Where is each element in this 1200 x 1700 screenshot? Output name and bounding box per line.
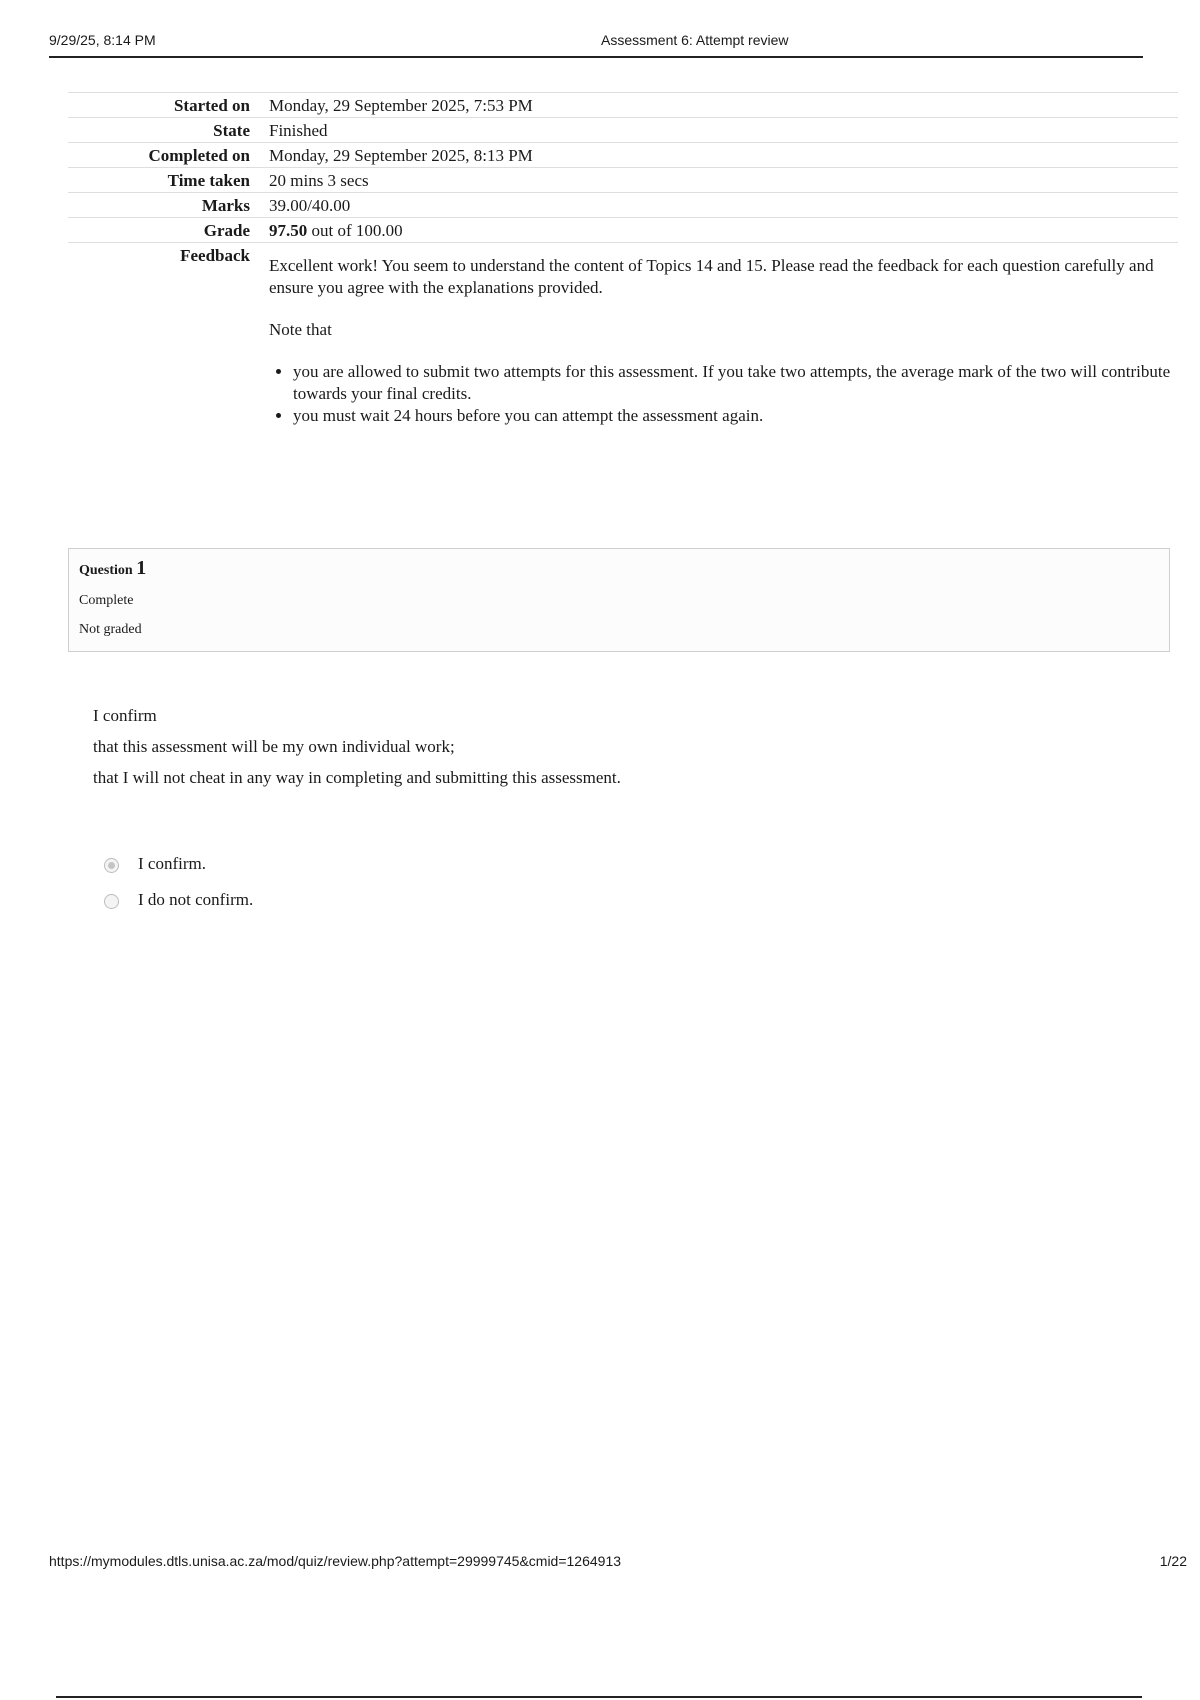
print-header [49,32,1143,58]
attempt-summary-table [68,92,1178,428]
question-text-line: I confirm [93,706,157,725]
feedback-label: Feedback [68,243,269,429]
question-text-line: that this assessment will be my own individual work; [93,737,455,756]
summary-row-started [68,93,1178,118]
question-text [93,700,621,793]
started-on-value: Monday, 29 September 2025, 7:53 PM [269,93,1178,118]
feedback-list [269,361,1178,427]
summary-row-feedback [68,243,1178,429]
feedback-value [269,243,1178,429]
feedback-body [269,245,1178,427]
feedback-note: Note that [269,320,332,339]
question-title [79,557,146,580]
marks-label: Marks [68,193,269,218]
print-footer [49,1553,1187,1569]
summary-row-marks [68,193,1178,218]
page-url: https://mymodules.dtls.unisa.ac.za/mod/quiz/review.php?attempt=29999745&cmid=1264913 [49,1553,622,1569]
page-number: 1/22 [1159,1553,1187,1569]
completed-on-value: Monday, 29 September 2025, 8:13 PM [269,143,1178,168]
grade-out-of: out of 100.00 [307,221,403,240]
summary-row-time-taken [68,168,1178,193]
question-info-box [68,548,1170,652]
print-date: 9/29/25, 8:14 PM [49,32,156,48]
grade-value [269,218,1178,243]
radio-button[interactable] [104,894,119,909]
bottom-divider [56,1696,1142,1698]
marks-value: 39.00/40.00 [269,193,1178,218]
state-value: Finished [269,118,1178,143]
state-label: State [68,118,269,143]
summary-row-grade [68,218,1178,243]
radio-button-selected[interactable] [104,858,119,873]
time-taken-label: Time taken [68,168,269,193]
grade-score: 97.50 [269,221,308,240]
question-state: Complete [79,593,134,608]
feedback-bullet: • you must wait 24 hours before you can attempt the assessment again. [293,405,1178,427]
summary-row-state [68,118,1178,143]
started-on-label: Started on [68,93,269,118]
feedback-bullet: • you are allowed to submit two attempts for this assessment. If you take two attempts, the average mark of the two will contribute towards your final credits. [293,361,1178,405]
answer-label: I do not confirm. [138,890,254,909]
grade-label: Grade [68,218,269,243]
question-number: 1 [136,557,147,579]
question-grade: Not graded [79,622,142,637]
answer-label: I confirm. [138,854,206,873]
question-label: Question [79,563,137,578]
time-taken-value: 20 mins 3 secs [269,168,1178,193]
summary-row-completed [68,143,1178,168]
feedback-paragraph: Excellent work! You seem to understand the content of Topics 14 and 15. Please read the feedback for each question carefully and ensure you agree with the explanations provided. [269,256,1154,297]
question-text-line: that I will not cheat in any way in completing and submitting this assessment. [93,768,621,787]
completed-on-label: Completed on [68,143,269,168]
page-title: Assessment 6: Attempt review [601,32,789,48]
